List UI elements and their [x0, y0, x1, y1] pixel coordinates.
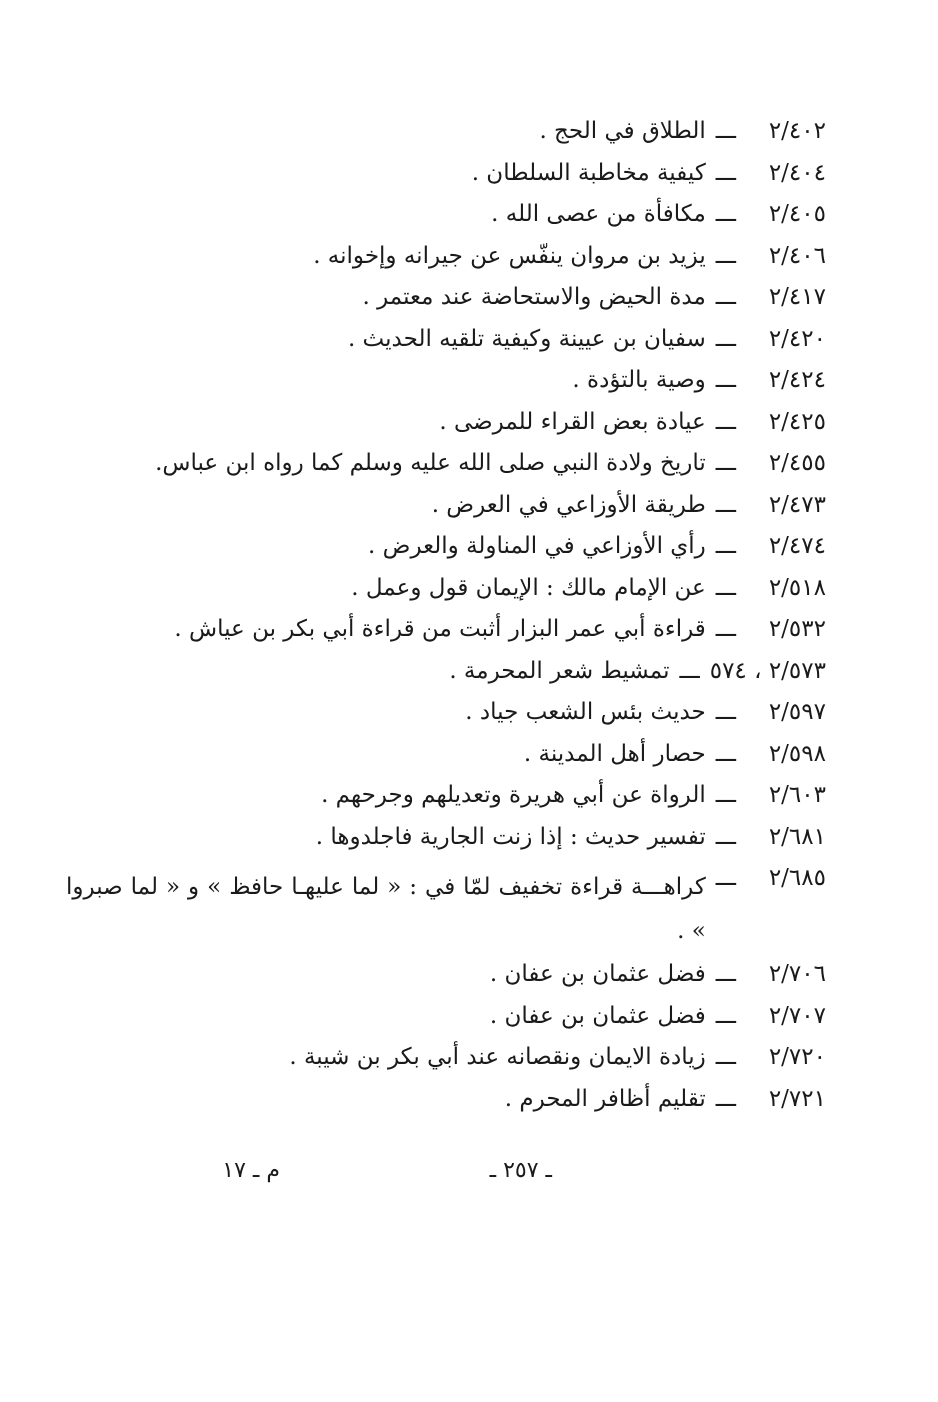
entry-dash: ـــ — [715, 782, 736, 808]
entry-reference: ٢/٧٢١ — [768, 1085, 826, 1112]
entry-text: عن الإمام مالك : الإيمان قول وعمل . — [351, 574, 706, 601]
entry-dash: ـــ — [715, 325, 736, 352]
entry-reference: ٢/٤٠٥ — [768, 201, 826, 227]
entry-dash: ـــ — [715, 1002, 736, 1029]
entry-dash: ـــ — [715, 284, 736, 310]
index-entry — [66, 1003, 826, 1045]
entry-reference: ٢/٧٠٦ — [768, 961, 826, 987]
index-entry — [66, 575, 826, 617]
entry-dash: ـــ — [715, 740, 736, 767]
entry-reference: ٢/٤٥٥ — [768, 450, 826, 476]
entry-reference: ٢/٧٢٠ — [768, 1044, 826, 1070]
entry-text: تمشيط شعر المحرمة . — [449, 657, 670, 684]
index-entry — [66, 243, 826, 285]
entry-dash: ـــ — [715, 118, 736, 144]
index-entry — [66, 961, 826, 1003]
entry-dash: ـــ — [715, 699, 736, 725]
entry-reference: ٢/٦٨٥ — [768, 865, 826, 891]
entry-reference: ٢/٥٣٢ — [768, 616, 826, 642]
index-entry — [66, 492, 826, 534]
index-entry — [66, 741, 826, 783]
index-entry — [66, 284, 826, 326]
entry-reference: ٢/٥٩٨ — [768, 740, 826, 767]
index-entry — [66, 1044, 826, 1086]
entry-dash: ـــ — [679, 657, 700, 684]
entry-text: زيادة الايمان ونقصانه عند أبي بكر بن شيبة . — [289, 1044, 706, 1070]
index-list — [66, 118, 826, 1127]
entry-reference: ٢/٤٢٥ — [768, 408, 826, 435]
entry-dash: ـــ — [715, 865, 736, 891]
entry-dash: ـــ — [715, 408, 736, 435]
entry-reference: ٢/٤٠٤ — [768, 159, 826, 186]
page-footer — [0, 1158, 938, 1198]
entry-text: فضل عثمان بن عفان . — [489, 961, 706, 987]
entry-text: طريقة الأوزاعي في العرض . — [431, 491, 706, 518]
entry-dash: ـــ — [715, 823, 736, 850]
entry-dash: ـــ — [715, 201, 736, 227]
page-number: ـ ٢٥٧ ـ — [489, 1158, 552, 1183]
entry-text: يزيد بن مروان ينفّس عن جيرانه وإخوانه . — [313, 242, 706, 269]
index-entry — [66, 450, 826, 492]
entry-reference: ٢/٤٠٢ — [768, 118, 826, 144]
entry-dash: ـــ — [715, 574, 736, 601]
index-entry — [66, 865, 826, 953]
entry-text: قراءة أبي عمر البزار أثبت من قراءة أبي بكر بن عياش . — [174, 616, 706, 642]
entry-text: الطلاق في الحج . — [539, 118, 706, 144]
entry-dash: ـــ — [715, 159, 736, 186]
entry-reference: ٢/٤٧٤ — [768, 533, 826, 559]
entry-dash: ـــ — [715, 616, 736, 642]
entry-reference: ٢/٦٨١ — [768, 823, 826, 850]
index-entry — [66, 201, 826, 243]
entry-reference: ٢/٥٩٧ — [768, 699, 826, 725]
entry-text: تقليم أظافر المحرم . — [504, 1085, 706, 1112]
entry-text: الرواة عن أبي هريرة وتعديلهم وجرحهم . — [321, 782, 706, 808]
entry-reference: ٢/٤١٧ — [768, 284, 826, 310]
entry-reference: ٢/٥٧٣ ، ٥٧٤ — [709, 657, 826, 684]
entry-reference: ٢/٧٠٧ — [768, 1002, 826, 1029]
entry-reference: ٢/٤٢٤ — [768, 367, 826, 393]
index-entry — [66, 658, 826, 700]
index-entry — [66, 118, 826, 160]
index-entry — [66, 160, 826, 202]
entry-dash: ـــ — [715, 367, 736, 393]
signature-mark: م ـ ١٧ — [222, 1158, 280, 1183]
index-entry — [66, 1086, 826, 1128]
entry-text: فضل عثمان بن عفان . — [489, 1002, 706, 1029]
index-entry — [66, 699, 826, 741]
entry-text: سفيان بن عيينة وكيفية تلقيه الحديث . — [347, 325, 706, 352]
entry-reference: ٢/٥١٨ — [768, 574, 826, 601]
index-entry — [66, 409, 826, 451]
entry-text: تاريخ ولادة النبي صلى الله عليه وسلم كما رواه ابن عباس. — [155, 450, 706, 476]
entry-text: وصية بالتؤدة . — [572, 367, 706, 393]
entry-text: كيفية مخاطبة السلطان . — [471, 159, 706, 186]
entry-text: عيادة بعض القراء للمرضى . — [439, 408, 706, 435]
index-entry — [66, 326, 826, 368]
entry-dash: ـــ — [715, 1085, 736, 1112]
entry-text: تفسير حديث : إذا زنت الجارية فاجلدوها . — [315, 823, 706, 850]
entry-text: مكافأة من عصى الله . — [491, 201, 706, 227]
index-entry — [66, 533, 826, 575]
entry-reference: ٢/٦٠٣ — [768, 782, 826, 808]
entry-dash: ـــ — [715, 450, 736, 476]
entry-dash: ـــ — [715, 961, 736, 987]
entry-text: حديث بئس الشعب جياد . — [465, 699, 706, 725]
entry-text: كراهـــة قراءة تخفيف لمّا في : « لما عليهـا حافظ » و « لما صبروا » . — [66, 874, 706, 944]
entry-dash: ـــ — [715, 1044, 736, 1070]
entry-dash: ـــ — [715, 491, 736, 518]
entry-text: رأي الأوزاعي في المناولة والعرض . — [368, 533, 706, 559]
entry-reference: ٢/٤٧٣ — [768, 491, 826, 518]
entry-reference: ٢/٤٢٠ — [768, 325, 826, 352]
index-entry — [66, 824, 826, 866]
index-entry — [66, 367, 826, 409]
index-entry — [66, 782, 826, 824]
index-entry — [66, 616, 826, 658]
entry-dash: ـــ — [715, 242, 736, 269]
entry-dash: ـــ — [715, 533, 736, 559]
entry-text: مدة الحيض والاستحاضة عند معتمر . — [362, 284, 706, 310]
entry-reference: ٢/٤٠٦ — [768, 242, 826, 269]
entry-text: حصار أهل المدينة . — [523, 740, 706, 767]
